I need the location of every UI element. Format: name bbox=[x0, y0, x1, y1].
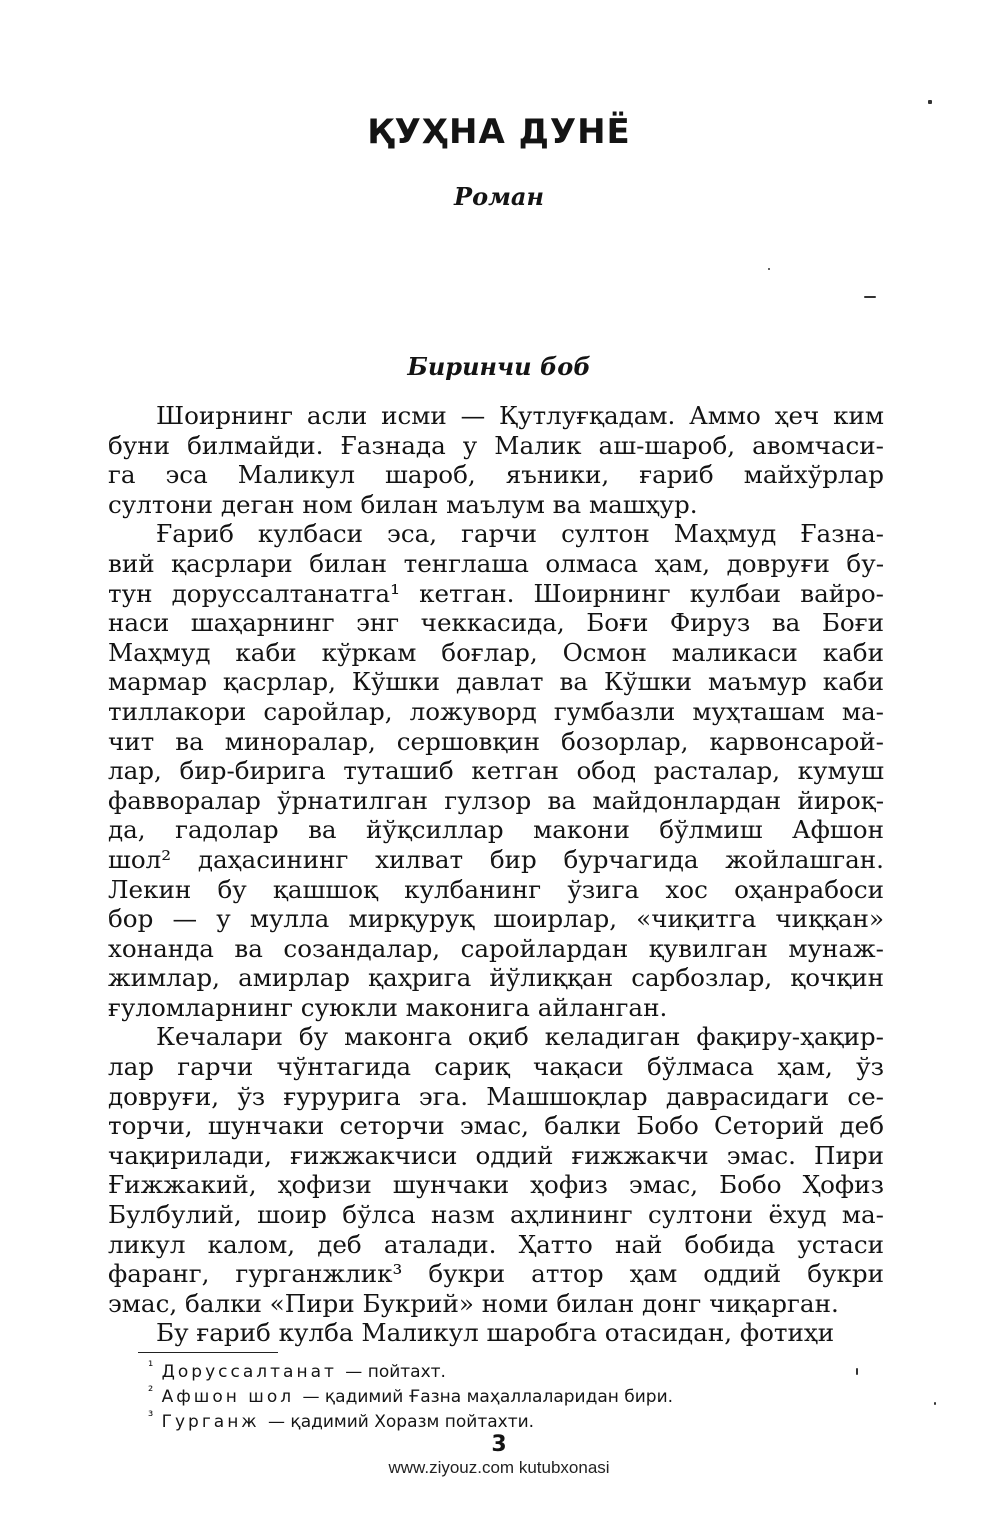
text-line: Ғижжакий, ҳофизи шунчаки ҳофиз эмас, Бобо Ҳофиз bbox=[108, 1170, 884, 1200]
text-line: да, гадолар ва йўқсиллар макони бўлмиш Афшон bbox=[108, 815, 884, 845]
text-line: фаранг, гурганжлик³ букри аттор ҳам оддий букри bbox=[108, 1259, 884, 1289]
footnote-mark: ¹ bbox=[148, 1359, 154, 1375]
text-line: наси шаҳарнинг энг чеккасида, Боғи Фируз ва Боғи bbox=[108, 608, 884, 638]
footnote-text: — қадимий Ғазна маҳаллаларидан бири. bbox=[302, 1387, 674, 1407]
text-line: султони деган ном билан маълум ва машҳур. bbox=[108, 489, 698, 519]
footnote-mark: ² bbox=[148, 1384, 154, 1400]
text-line: Бу ғариб кулба Маликул шаробга отасидан, фотиҳи bbox=[156, 1318, 835, 1348]
text-line: лар, бир-бирига туташиб кетган обод расталар, кумуш bbox=[108, 756, 884, 786]
text-line: тун доруссалтанатга¹ кетган. Шоирнинг кулбаи вайро- bbox=[108, 578, 884, 608]
text-line: ликул калом, деб аталади. Ҳатто най бобида устаси bbox=[108, 1229, 884, 1259]
text-line: тиллакори саройлар, ложуворд гумбазли муҳташам ма- bbox=[108, 696, 884, 726]
text-line: шол² даҳасининг хилват бир бурчагида жойлашган. bbox=[108, 844, 884, 874]
body-text bbox=[108, 401, 884, 1348]
text-line: довруғи, ўз ғурурига эга. Машшоқлар даврасидаги се- bbox=[108, 1081, 884, 1111]
text-line: эмас, балки «Пири Букрий» номи билан донг чиқарган. bbox=[108, 1288, 839, 1318]
text-line: га эса Маликул шароб, яъники, ғариб майхўрлар bbox=[108, 460, 884, 490]
footnote-term: Афшон шол bbox=[153, 1387, 303, 1407]
footnote-mark: ³ bbox=[148, 1409, 154, 1425]
website-footer: www.ziyouz.com kutubxonasi bbox=[388, 1458, 610, 1477]
footnote-text: — пойтахт. bbox=[345, 1362, 446, 1382]
page-number: 3 bbox=[491, 1432, 507, 1457]
scan-speck bbox=[864, 296, 876, 298]
text-line: бор — у мулла мирқуруқ шоирлар, «чиқитга чиққан» bbox=[108, 904, 884, 934]
text-line: Маҳмуд каби кўркам боғлар, Осмон маликаси каби bbox=[108, 637, 884, 667]
text-line: фавворалар ўрнатилган гулзор ва майдонлардан йироқ- bbox=[108, 785, 884, 815]
text-line: буни билмайди. Ғазнада у Малик аш-шароб, авомчаси- bbox=[108, 430, 884, 460]
text-line: чақирилади, ғижжакчиси оддий ғижжакчи эмас. Пири bbox=[108, 1140, 884, 1170]
scan-speck bbox=[856, 1368, 858, 1375]
footnote-term: Доруссалтанат bbox=[153, 1362, 346, 1382]
text-line: Ғариб кулбаси эса, гарчи султон Маҳмуд Ғазна- bbox=[156, 519, 884, 549]
chapter-title: Биринчи боб bbox=[407, 352, 591, 381]
footnotes bbox=[148, 1360, 868, 1435]
scan-speck bbox=[934, 1402, 936, 1405]
footnote-divider bbox=[138, 1352, 278, 1353]
text-line: Шоирнинг асли исми — Қутлуғқадам. Аммо ҳеч ким bbox=[156, 401, 884, 430]
text-line: вий қасрлари билан тенглаша олмаса ҳам, довруғи бу- bbox=[108, 548, 884, 578]
text-line: торчи, шунчаки сеторчи эмас, балки Бобо Сеторий деб bbox=[108, 1111, 884, 1141]
text-line: Булбулий, шоир бўлса назм аҳлининг султони ёхуд ма- bbox=[108, 1200, 884, 1230]
scan-speck bbox=[768, 268, 770, 270]
text-line: жимлар, амирлар қаҳрига йўлиққан сарбозлар, қочқин bbox=[108, 963, 884, 993]
footnote bbox=[148, 1360, 868, 1385]
novel-title: ҚУҲНА ДУНЁ bbox=[367, 112, 631, 152]
text-line: мармар қасрлар, Кўшки давлат ва Кўшки маъмур каби bbox=[108, 667, 884, 697]
text-line: Кечалари бу маконга оқиб келадиган фақиру-ҳақир- bbox=[156, 1022, 884, 1052]
text-line: хонанда ва созандалар, саройлардан қувилган мунаж- bbox=[108, 933, 884, 963]
scan-speck bbox=[928, 100, 932, 104]
footnote-text: — қадимий Хоразм пойтахти. bbox=[268, 1412, 535, 1432]
text-line: лар гарчи чўнтагида сариқ чақаси бўлмаса ҳам, ўз bbox=[108, 1052, 884, 1082]
text-line: Лекин бу қашшоқ кулбанинг ўзига хос оҳанрабоси bbox=[108, 874, 884, 904]
novel-subtitle: Роман bbox=[454, 182, 544, 211]
footnote bbox=[148, 1385, 868, 1410]
text-line: чит ва миноралар, сершовқин бозорлар, карвонсарой- bbox=[108, 726, 884, 756]
text-line: ғуломларнинг суюкли маконига айланган. bbox=[108, 992, 668, 1022]
footnote-term: Гурганж bbox=[153, 1412, 269, 1432]
